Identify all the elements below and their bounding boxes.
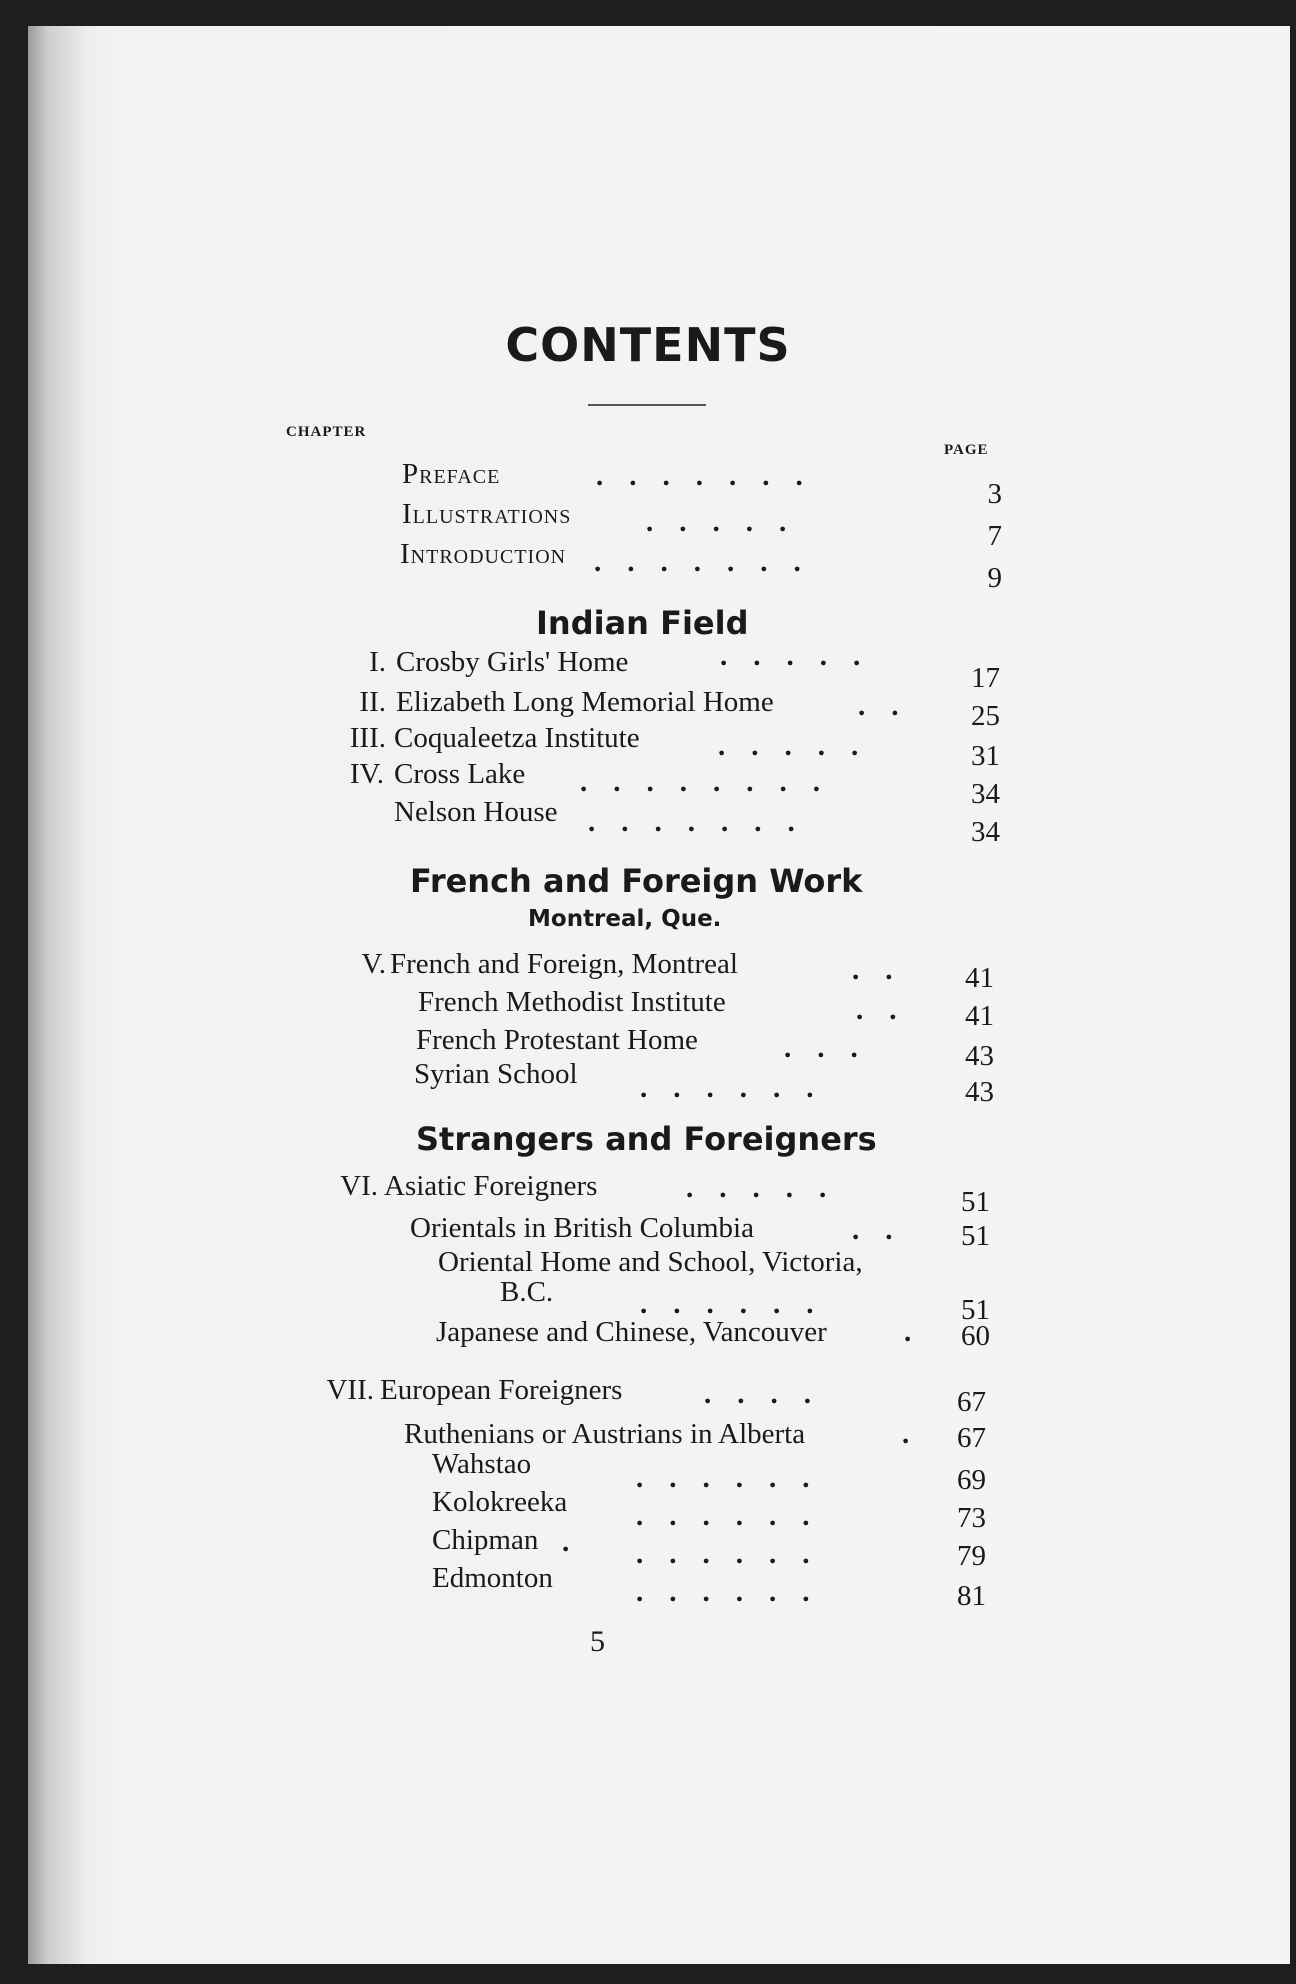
toc-entry-title: Kolokreeka (432, 1486, 568, 1518)
toc-entry-title: Chipman (432, 1524, 539, 1556)
toc-entry-page: 34 (971, 778, 1000, 810)
toc-entry-page: 31 (971, 740, 1000, 772)
toc-entry-title: Illustrations (402, 498, 572, 530)
toc-entry-title: Cross Lake (394, 758, 526, 790)
leader-dots: ...... (640, 1072, 840, 1104)
section-heading: French and Foreign Work (410, 862, 863, 900)
toc-entry-title: Coqualeetza Institute (394, 722, 640, 754)
toc-entry-title: Wahstao (432, 1448, 532, 1480)
toc-entry-page: 73 (957, 1502, 986, 1534)
page-title: CONTENTS (505, 318, 791, 372)
title-divider (588, 404, 706, 406)
toc-entry-title: Japanese and Chinese, Vancouver (436, 1316, 827, 1348)
page-gutter-shadow (28, 26, 88, 1964)
page-column-label: PAGE (944, 442, 989, 458)
toc-entry-page: 34 (971, 816, 1000, 848)
leader-dots: . (562, 1526, 596, 1558)
section-subheading: Montreal, Que. (528, 906, 722, 932)
toc-entry-page: 51 (961, 1294, 990, 1326)
leader-dots: .. (852, 954, 919, 986)
leader-dots: ....... (588, 806, 821, 838)
toc-entry-page: 51 (961, 1220, 990, 1252)
toc-entry-page: 69 (957, 1464, 986, 1496)
leader-dots: ...... (636, 1538, 836, 1570)
section-heading: Strangers and Foreigners (416, 1120, 877, 1158)
toc-entry-title: French and Foreign, Montreal (390, 948, 738, 980)
leader-dots: . (904, 1316, 938, 1348)
leader-dots: .. (856, 994, 923, 1026)
leader-dots: ...... (636, 1462, 836, 1494)
leader-dots: ...... (636, 1500, 836, 1532)
toc-entry-title: Orientals in British Columbia (410, 1212, 754, 1244)
toc-entry-title: French Methodist Institute (418, 986, 726, 1018)
toc-entry-title: Preface (402, 458, 501, 490)
toc-entry-title-continued: B.C. (500, 1276, 554, 1308)
toc-entry-page: 67 (957, 1386, 986, 1418)
toc-entry-page: 81 (957, 1580, 986, 1612)
leader-dots: .. (858, 690, 925, 722)
leader-dots: .... (704, 1378, 837, 1410)
leader-dots: . (902, 1418, 936, 1450)
toc-entry-title: European Foreigners (380, 1374, 623, 1406)
toc-entry-page: 7 (987, 520, 1002, 552)
toc-entry-page: 43 (965, 1040, 994, 1072)
leader-dots: ........ (580, 766, 846, 798)
chapter-column-label: CHAPTER (286, 424, 367, 440)
toc-entry-page: 41 (965, 1000, 994, 1032)
toc-entry-page: 17 (971, 662, 1000, 694)
toc-entry-page: 43 (965, 1076, 994, 1108)
toc-entry-title: Syrian School (414, 1058, 578, 1090)
toc-entry-title: Edmonton (432, 1562, 553, 1594)
leader-dots: ..... (718, 730, 885, 762)
leader-dots: ...... (640, 1288, 840, 1320)
toc-entry-page: 51 (961, 1186, 990, 1218)
toc-entry-page: 41 (965, 962, 994, 994)
chapter-number: V. (361, 948, 386, 980)
toc-entry-title: French Protestant Home (416, 1024, 698, 1056)
toc-entry-title: Elizabeth Long Memorial Home (396, 686, 774, 718)
toc-entry-page: 67 (957, 1422, 986, 1454)
toc-entry-title: Crosby Girls' Home (396, 646, 629, 678)
toc-entry-page: 60 (961, 1320, 990, 1352)
toc-entry-page: 9 (987, 562, 1002, 594)
leader-dots: .. (852, 1214, 919, 1246)
toc-entry-page: 25 (971, 700, 1000, 732)
section-heading: Indian Field (536, 604, 749, 642)
toc-entry-title: Introduction (400, 538, 567, 570)
toc-entry-title: Nelson House (394, 796, 558, 828)
leader-dots: ....... (596, 460, 829, 492)
chapter-number: I. (369, 646, 386, 678)
chapter-number: IV. (349, 758, 384, 790)
page-number: 5 (590, 1625, 605, 1658)
leader-dots: ..... (720, 640, 887, 672)
leader-dots: ...... (636, 1576, 836, 1608)
chapter-number: II. (359, 686, 386, 718)
chapter-number: VII. (326, 1374, 374, 1406)
toc-entry-title: Oriental Home and School, Victoria, (438, 1246, 863, 1278)
toc-entry-title: Ruthenians or Austrians in Alberta (404, 1418, 806, 1450)
leader-dots: ..... (646, 506, 813, 538)
leader-dots: ... (784, 1032, 884, 1064)
chapter-number: VI. (340, 1170, 378, 1202)
leader-dots: ..... (686, 1172, 853, 1204)
toc-entry-page: 3 (987, 478, 1002, 510)
toc-entry-title: Asiatic Foreigners (384, 1170, 598, 1202)
chapter-number: III. (349, 722, 386, 754)
leader-dots: ....... (594, 546, 827, 578)
toc-entry-page: 79 (957, 1540, 986, 1572)
